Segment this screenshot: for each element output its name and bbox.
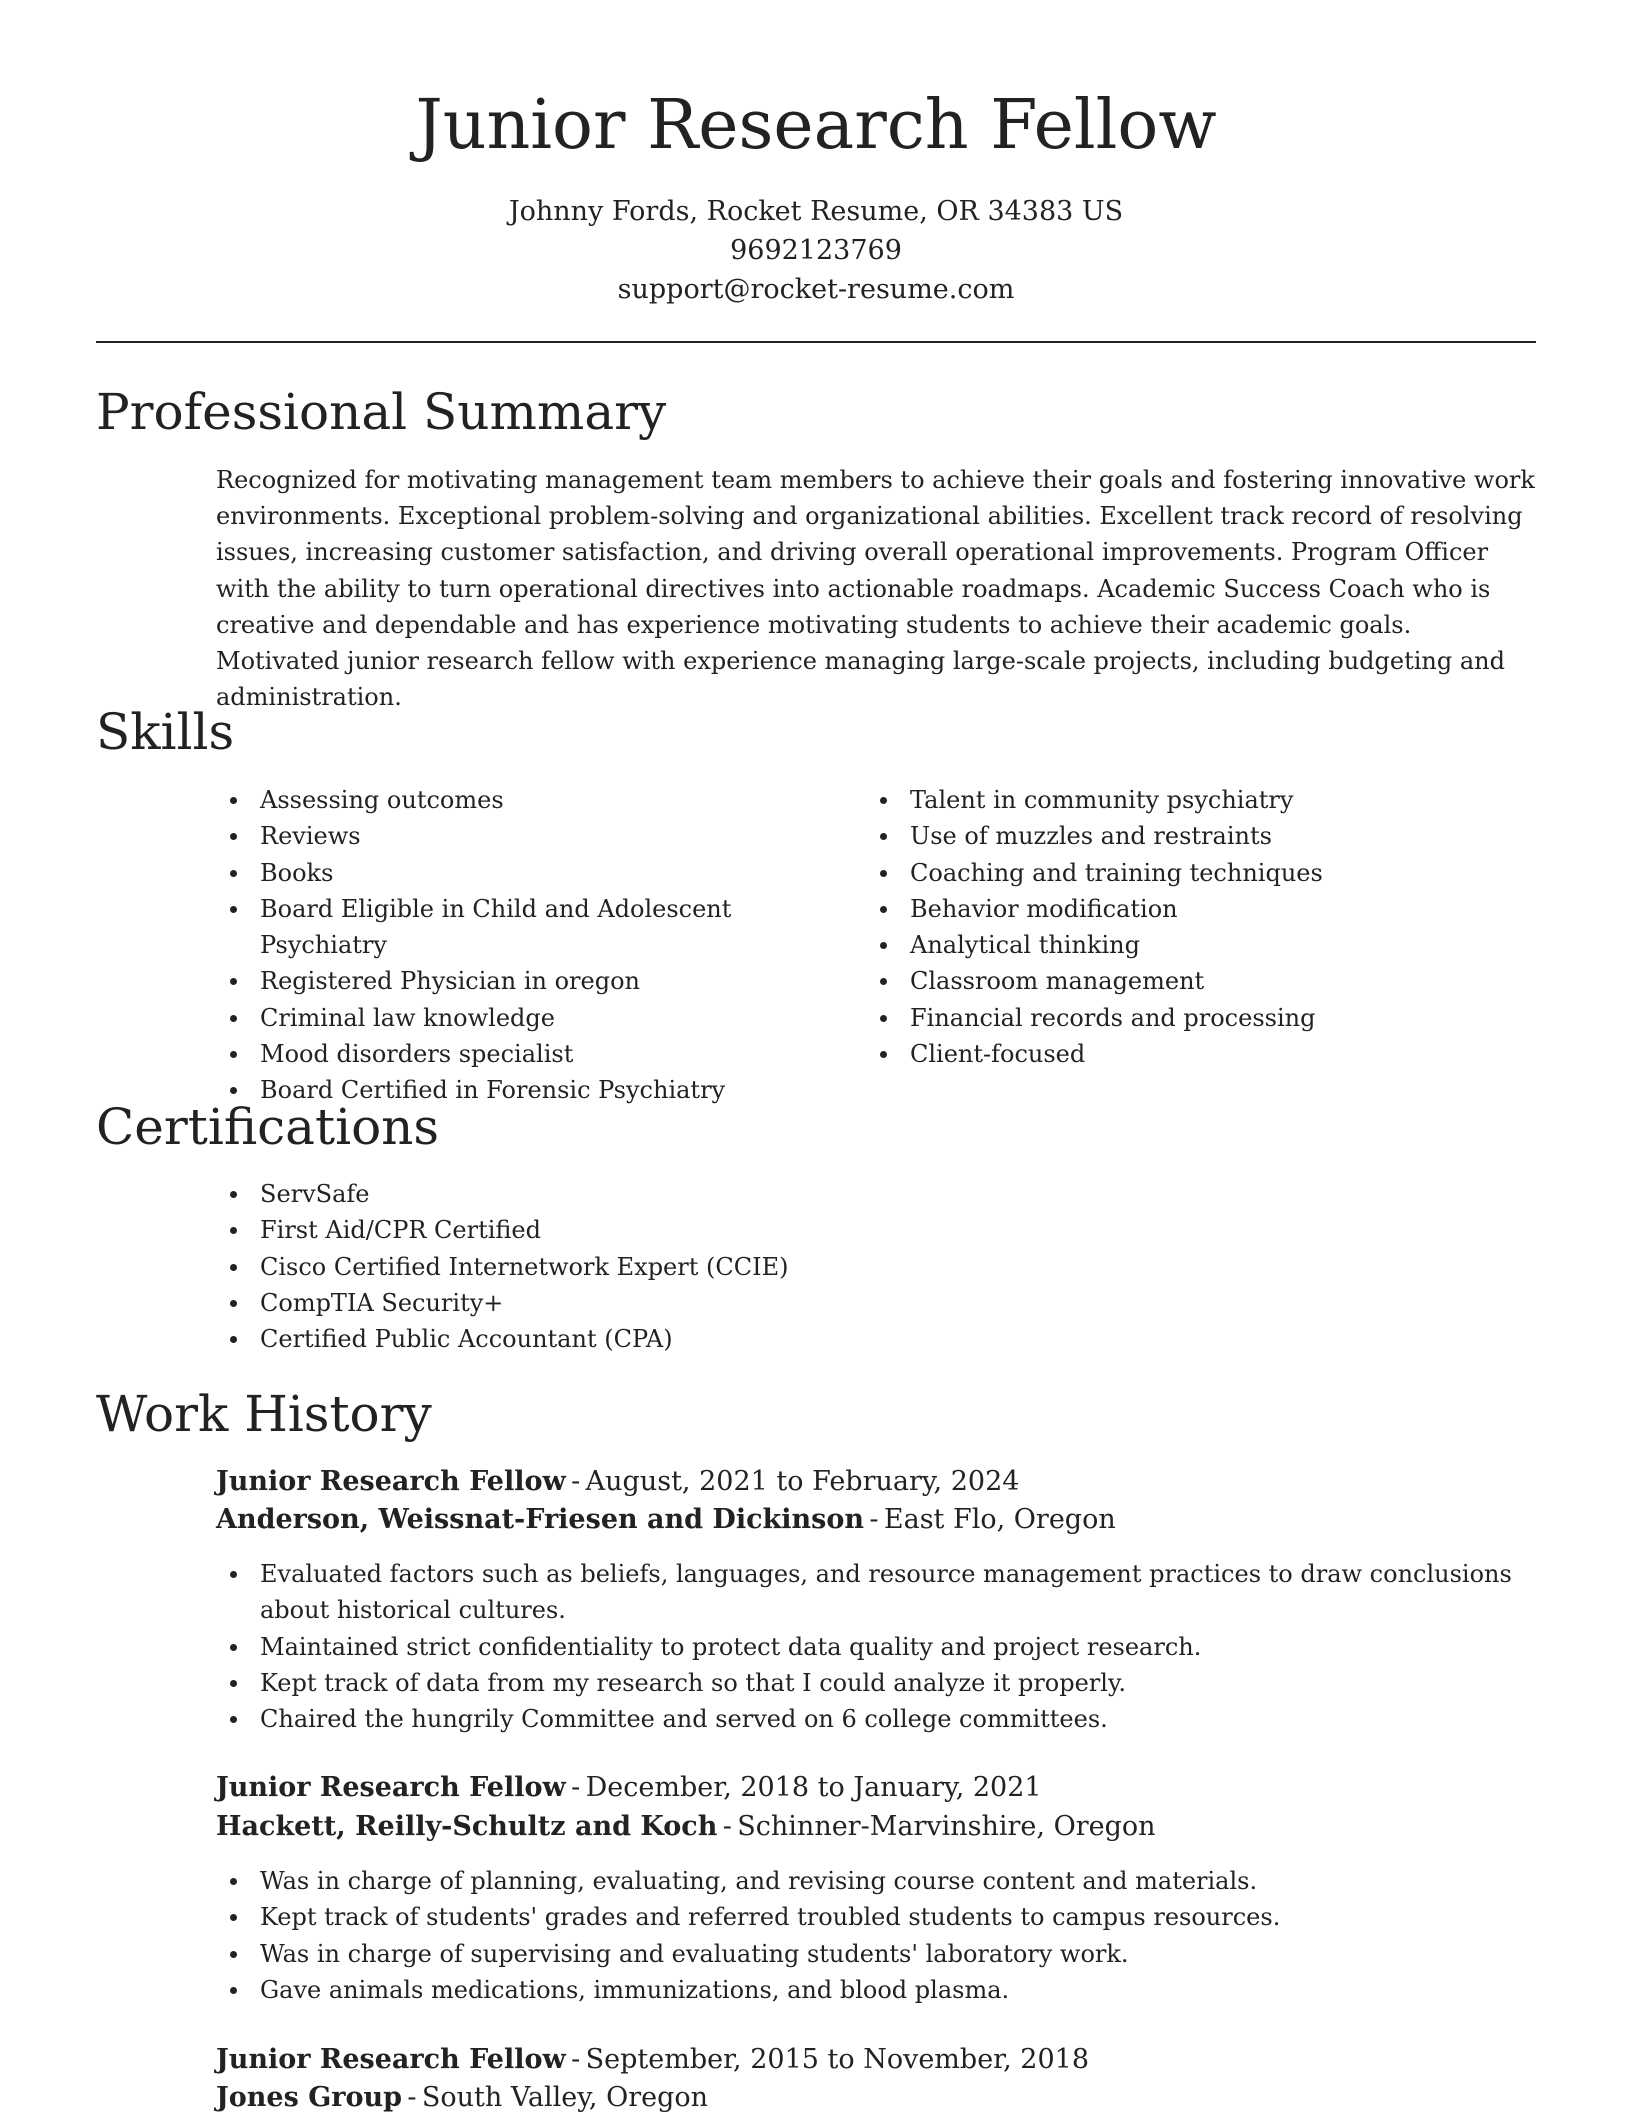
job-bullet: Gave animals medications, immunizations, and blood plasma. (216, 1972, 1540, 2008)
skill-item: Assessing outcomes (216, 782, 856, 818)
job-title: Junior Research Fellow (216, 2044, 566, 2075)
job-title-line (216, 1769, 1042, 1807)
skill-item: Criminal law knowledge (216, 1000, 856, 1036)
skill-item: Behavior modification (866, 891, 1526, 927)
skills-list-right (866, 782, 1526, 1072)
skill-item: Reviews (216, 818, 856, 854)
job-company-line (216, 2079, 708, 2117)
job-bullet: Kept track of data from my research so that I could analyze it properly. (216, 1665, 1540, 1701)
job-dates: August, 2021 to February, 2024 (585, 1466, 1020, 1497)
work-history-heading: Work History (96, 1385, 432, 1443)
job-bullet: Chaired the hungrily Committee and served on 6 college committees. (216, 1701, 1540, 1737)
contact-email: support@rocket-resume.com (617, 274, 1015, 305)
contact-block (0, 192, 1632, 309)
job-separator: - (571, 1772, 581, 1803)
job-bullet: Was in charge of planning, evaluating, and revising course content and materials. (216, 1863, 1540, 1899)
certification-item: First Aid/CPR Certified (216, 1212, 1536, 1248)
certifications-list (216, 1176, 1536, 1357)
skill-item: Use of muzzles and restraints (866, 818, 1526, 854)
job-title-line (216, 1463, 1019, 1501)
job-dates: December, 2018 to January, 2021 (585, 1772, 1042, 1803)
job-bullet: Was in charge of supervising and evaluating students' laboratory work. (216, 1936, 1540, 1972)
certification-item: ServSafe (216, 1176, 1536, 1212)
skill-item: Books (216, 855, 856, 891)
job-separator: - (571, 1466, 581, 1497)
certification-item: Certified Public Accountant (CPA) (216, 1321, 1536, 1357)
job-bullet: Kept track of students' grades and referred troubled students to campus resources. (216, 1899, 1540, 1935)
header-divider (96, 341, 1536, 343)
skills-heading: Skills (96, 703, 235, 761)
job-company: Jones Group (216, 2082, 402, 2113)
job-company: Anderson, Weissnat-Friesen and Dickinson (216, 1504, 864, 1535)
skill-item: Talent in community psychiatry (866, 782, 1526, 818)
skill-item: Registered Physician in oregon (216, 963, 856, 999)
certification-item: CompTIA Security+ (216, 1285, 1536, 1321)
job-separator: - (571, 2044, 581, 2075)
skill-item: Classroom management (866, 963, 1526, 999)
skill-item: Board Certified in Forensic Psychiatry (216, 1072, 856, 1108)
job-separator: - (407, 2082, 417, 2113)
certifications-heading: Certifications (96, 1098, 440, 1156)
job-company: Hackett, Reilly-Schultz and Koch (216, 1811, 718, 1842)
job-title: Junior Research Fellow (216, 1772, 566, 1803)
certification-item: Cisco Certified Internetwork Expert (CCIE) (216, 1249, 1536, 1285)
job-bullet: Evaluated factors such as beliefs, languages, and resource management practices to draw conclusions about historical cultures. (216, 1556, 1540, 1629)
skill-item: Board Eligible in Child and Adolescent Psychiatry (216, 891, 856, 964)
job-bullets (216, 1863, 1540, 2008)
job-separator: - (869, 1504, 879, 1535)
job-location: Schinner-Marvinshire, Oregon (737, 1811, 1156, 1842)
job-company-line (216, 1808, 1156, 1846)
job-title: Junior Research Fellow (216, 1466, 566, 1497)
resume-name: Junior Research Fellow (415, 86, 1217, 165)
skills-list-left (216, 782, 856, 1109)
job-location: East Flo, Oregon (883, 1504, 1116, 1535)
summary-text: Recognized for motivating management team members to achieve their goals and fostering innovative work environments. Exceptional problem-solving and organizational abilities. Excellent track record of resolving issues, increasing customer satisfaction, and driving overall operational improvements. Program Officer with the ability to turn operational directives into actionable roadmaps. Academic Success Coach who is creative and dependable and has experience motivating students to achieve their academic goals. Motivated junior research fellow with experience managing large-scale projects, including budgeting and administration. (216, 466, 1535, 712)
skill-item: Client-focused (866, 1036, 1526, 1072)
skill-item: Mood disorders specialist (216, 1036, 856, 1072)
job-separator: - (722, 1811, 732, 1842)
skill-item: Financial records and processing (866, 1000, 1526, 1036)
job-location: South Valley, Oregon (421, 2082, 709, 2113)
contact-phone: 9692123769 (730, 235, 902, 266)
job-dates: September, 2015 to November, 2018 (585, 2044, 1089, 2075)
skill-item: Analytical thinking (866, 927, 1526, 963)
summary-heading: Professional Summary (96, 383, 667, 441)
job-company-line (216, 1501, 1116, 1539)
skill-item: Coaching and training techniques (866, 855, 1526, 891)
job-bullet: Maintained strict confidentiality to protect data quality and project research. (216, 1629, 1540, 1665)
job-title-line (216, 2041, 1089, 2079)
contact-address: Johnny Fords, Rocket Resume, OR 34383 US (508, 196, 1124, 227)
job-bullets (216, 1556, 1540, 1737)
